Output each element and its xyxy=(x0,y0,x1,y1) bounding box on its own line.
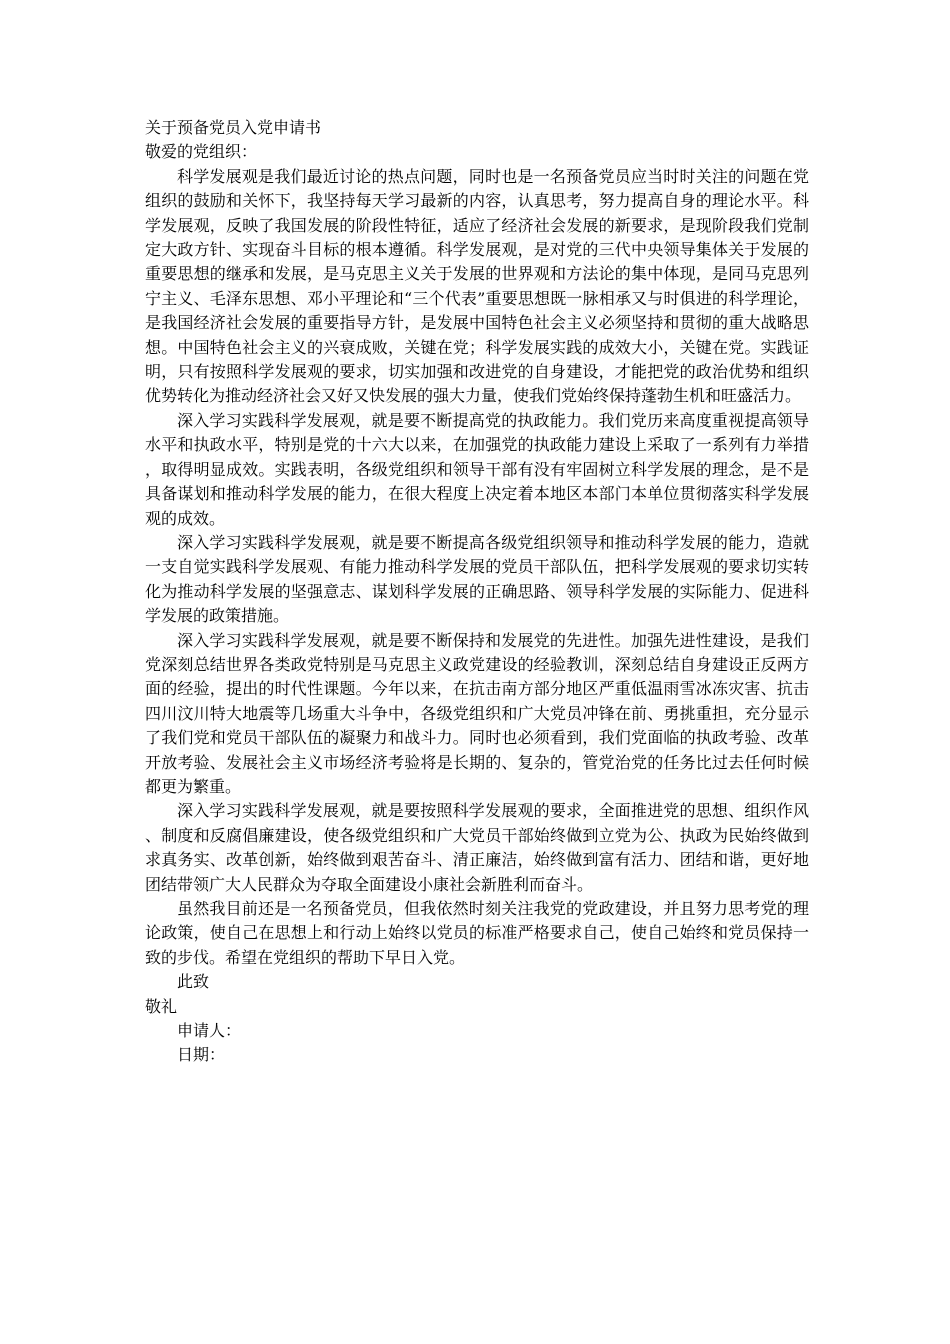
body-paragraph: 深入学习实践科学发展观，就是要按照科学发展观的要求，全面推进党的思想、组织作风、制度和反腐倡廉建设，使各级党组织和广大党员干部始终做到立党为公、执政为民始终做到求真务实、改革创新，始终做到艰苦奋斗、清正廉洁，始终做到富有活力、团结和谐，更好地团结带领广大人民群众为夺取全面建设小康社会新胜利而奋斗。 xyxy=(145,801,809,894)
document-page xyxy=(145,116,809,1068)
body-paragraph: 深入学习实践科学发展观，就是要不断提高各级党组织领导和推动科学发展的能力，造就一支自觉实践科学发展观、有能力推动科学发展的党员干部队伍，把科学发展观的要求切实转化为推动科学发展的坚强意志、谋划科学发展的正确思路、领导科学发展的实际能力、促进科学发展的政策措施。 xyxy=(145,532,809,626)
applicant-label: 申请人： xyxy=(177,1021,242,1041)
date-label: 日期： xyxy=(177,1045,226,1065)
closing-line: 此致 xyxy=(177,972,210,992)
closing-salute: 敬礼 xyxy=(145,996,178,1016)
body-paragraph: 深入学习实践科学发展观，就是要不断提高党的执政能力。我们党历来高度重视提高领导水平和执政水平，特别是党的十六大以来，在加强党的执政能力建设上采取了一系列有力举措，取得明显成效。实践表明，各级党组织和领导干部有没有牢固树立科学发展的理念，是不是具备谋划和推动科学发展的能力，在很大程度上决定着本地区本部门本单位贯彻落实科学发展观的成效。 xyxy=(145,410,809,528)
body-paragraph: 科学发展观是我们最近讨论的热点问题，同时也是一名预备党员应当时时关注的问题在党组织的鼓励和关怀下，我坚持每天学习最新的内容，认真思考，努力提高自身的理论水平。科学发展观，反映了我国发展的阶段性特征，适应了经济社会发展的新要求，是现阶段我们党制定大政方针、实现奋斗目标的根本遵循。科学发展观，是对党的三代中央领导集体关于发展的重要思想的继承和发展，是马克思主义关于发展的世界观和方法论的集中体现，是同马克思列宁主义、毛泽东思想、邓小平理论和“三个代表”重要思想既一脉相承又与时俱进的科学理论，是我国经济社会发展的重要指导方针，是发展中国特色社会主义必须坚持和贯彻的重大战略思想。中国特色社会主义的兴衰成败，关键在党；科学发展实践的成效大小，关键在党。实践证明，只有按照科学发展观的要求，切实加强和改进党的自身建设，才能把党的政治优势和组织优势转化为推动经济社会又好又快发展的强大力量，使我们党始终保持蓬勃生机和旺盛活力。 xyxy=(145,166,809,406)
salutation: 敬爱的党组织： xyxy=(145,142,258,162)
body-paragraph: 深入学习实践科学发展观，就是要不断保持和发展党的先进性。加强先进性建设，是我们党深刻总结世界各类政党特别是马克思主义政党建设的经验教训，深刻总结自身建设正反两方面的经验，提出的时代性课题。今年以来，在抗击南方部分地区严重低温雨雪冰冻灾害、抗击四川汶川特大地震等几场重大斗争中，各级党组织和广大党员冲锋在前、勇挑重担，充分显示了我们党和党员干部队伍的凝聚力和战斗力。同时也必须看到，我们党面临的执政考验、改革开放考验、发展社会主义市场经济考验将是长期的、复杂的，管党治党的任务比过去任何时候都更为繁重。 xyxy=(145,630,809,796)
body-paragraph: 虽然我目前还是一名预备党员，但我依然时刻关注我党的党政建设，并且努力思考党的理论政策，使自己在思想上和行动上始终以党员的标准严格要求自己，使自己始终和党员保持一致的步伐。希望在党组织的帮助下早日入党。 xyxy=(145,899,809,967)
document-title: 关于预备党员入党申请书 xyxy=(145,118,322,137)
